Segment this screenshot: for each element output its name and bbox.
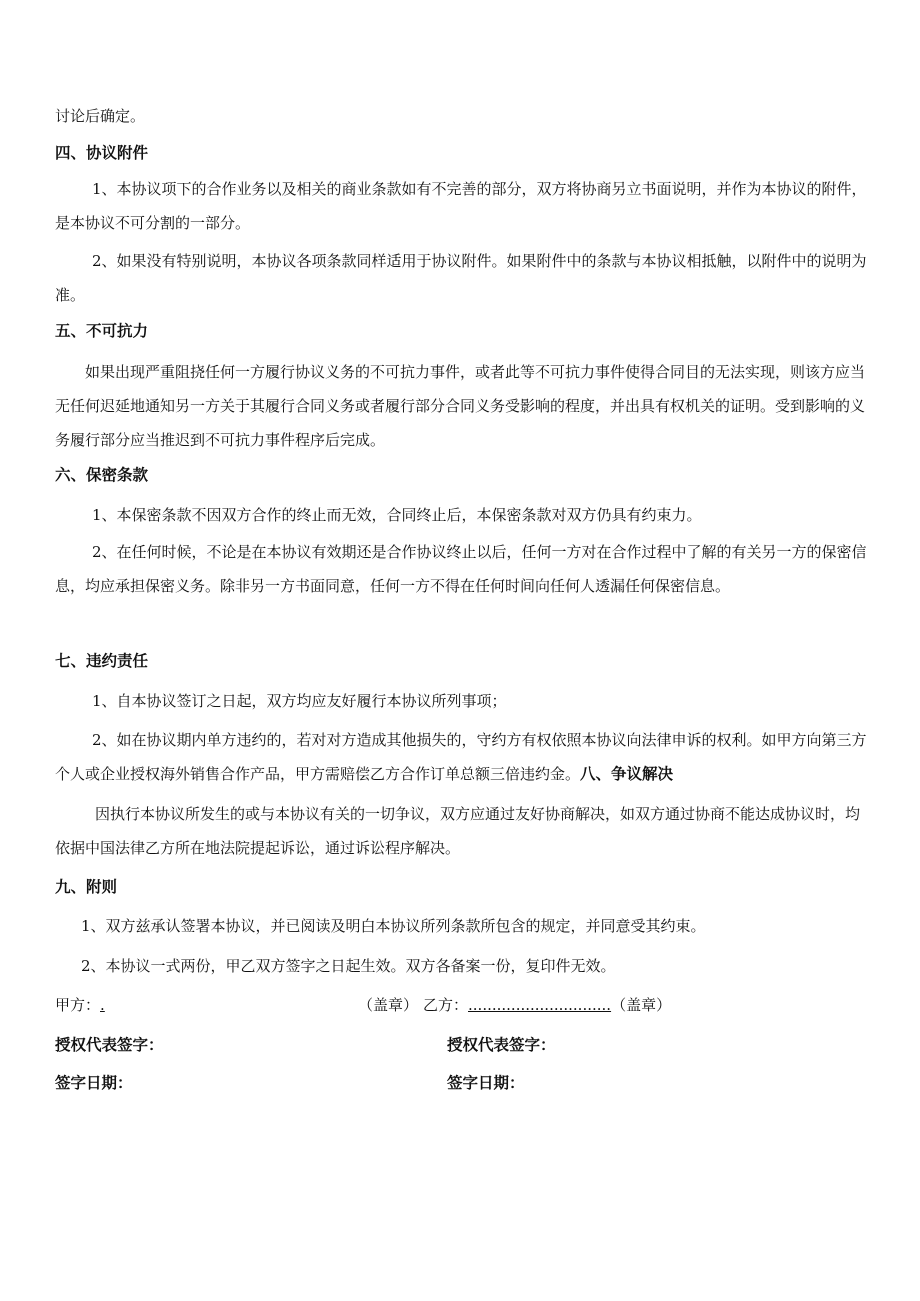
party-b-representative-label: 授权代表签字： [447,1036,556,1054]
party-b-signature-field[interactable]: .............................. [468,996,612,1014]
section-4-paragraph-2: 2、如果没有特别说明，本协议各项条款同样适用于协议附件。如果附件中的条款与本协议相抵触，以附件中的说明为准。 [55,252,867,304]
party-a-signature-field[interactable]: . [100,996,105,1014]
party-a-date-label: 签字日期： [55,1074,133,1092]
party-a-label: 甲方： [55,996,101,1014]
section-5-title: 五、不可抗力 [55,322,149,340]
section-9-paragraph-1: 1、双方兹承认签署本协议，并已阅读及明白本协议所列条款所包含的规定，并同意受其约束。 [81,917,706,935]
section-6-title: 六、保密条款 [55,466,149,484]
section-8-paragraph-1: 因执行本协议所发生的或与本协议有关的一切争议，双方应通过友好协商解决，如双方通过协商不能达成协议时，均依据中国法律乙方所在地法院提起诉讼，通过诉讼程序解决。 [55,805,861,857]
section-4-title: 四、协议附件 [55,144,149,162]
party-a-representative-label: 授权代表签字： [55,1036,164,1054]
section-7-title: 七、违约责任 [55,652,149,670]
party-b-date-label: 签字日期： [447,1074,525,1092]
section-8-title: 八、争议解决 [580,765,674,783]
party-b-line [423,993,671,1017]
section-6-paragraph-2: 2、在任何时候，不论是在本协议有效期还是合作协议终止以后，任何一方对在合作过程中了解的有关另一方的保密信息，均应承担保密义务。除非另一方书面同意，任何一方不得在任何时间向任何人透漏任何保密信息。 [55,543,867,595]
party-a-seal: （盖章） [358,996,419,1014]
section-7-paragraph-2: 2、如在协议期内单方违约的，若对对方造成其他损失的，守约方有权依照本协议向法律申诉的权利。如甲方向第三方个人或企业授权海外销售合作产品，甲方需赔偿乙方合作订单总额三倍违约金。八、争议解决 [55,731,867,783]
intro-tail: 讨论后确定。 [55,107,146,125]
party-b-seal: （盖章） [611,996,672,1014]
section-4-paragraph-1: 1、本协议项下的合作业务以及相关的商业条款如有不完善的部分，双方将协商另立书面说明，并作为本协议的附件，是本协议不可分割的一部分。 [55,180,867,232]
section-9-paragraph-2: 2、本协议一式两份，甲乙双方签字之日起生效。双方各备案一份，复印件无效。 [81,957,616,975]
section-5-paragraph-1: 如果出现严重阻挠任何一方履行协议义务的不可抗力事件，或者此等不可抗力事件使得合同目的无法实现，则该方应当无任何迟延地通知另一方关于其履行合同义务或者履行部分合同义务受影响的程度，并出具有权机关的证明。受到影响的义务履行部分应当推迟到不可抗力事件程序后完成。 [55,363,866,449]
party-a-line [55,993,105,1017]
section-9-title: 九、附则 [55,878,118,896]
section-6-paragraph-1: 1、本保密条款不因双方合作的终止而无效，合同终止后，本保密条款对双方仍具有约束力。 [92,506,702,524]
section-7-paragraph-1: 1、自本协议签订之日起，双方均应友好履行本协议所列事项； [92,692,507,710]
party-b-label: 乙方： [423,996,469,1014]
